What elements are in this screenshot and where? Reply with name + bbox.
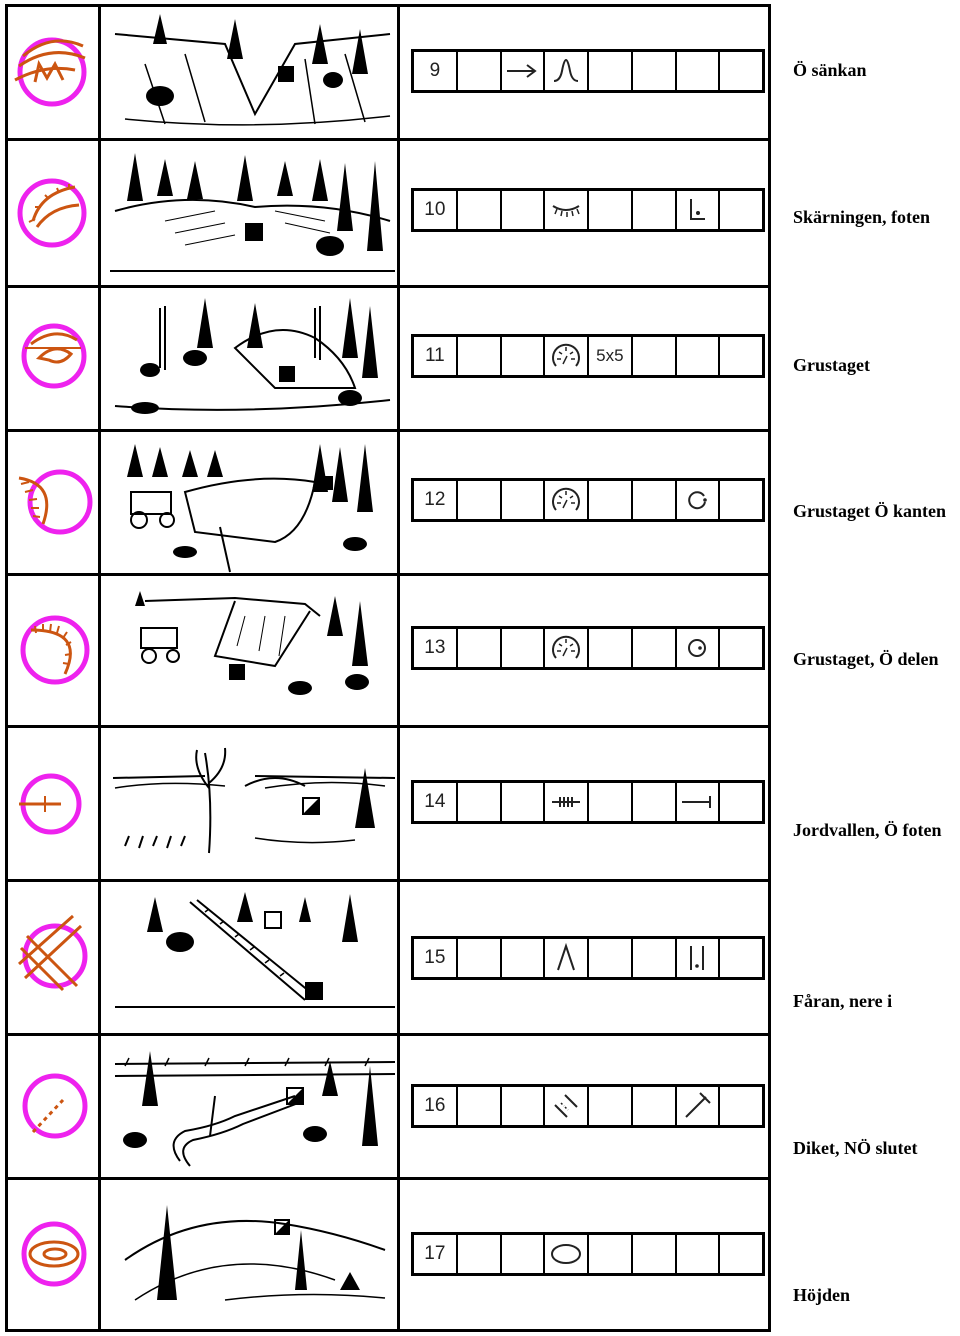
control-number: 17 xyxy=(424,1243,446,1264)
table-frame xyxy=(5,4,771,1332)
control-number: 13 xyxy=(424,637,446,658)
control-description-text: Diket, NÖ slutet xyxy=(793,1138,918,1158)
control-description-text: Höjden xyxy=(793,1285,851,1305)
control-number: 9 xyxy=(429,60,441,81)
control-number: 10 xyxy=(424,199,446,220)
column-divider xyxy=(98,4,101,1332)
control-number: 15 xyxy=(424,947,446,968)
control-description-text: Jordvallen, Ö foten xyxy=(793,820,942,840)
control-description-text: Fåran, nere i xyxy=(793,991,893,1011)
control-number: 11 xyxy=(425,345,445,366)
control-description-text: Grustaget xyxy=(793,355,870,375)
dimension-text: 5x5 xyxy=(596,346,624,365)
control-description-text: Grustaget Ö kanten xyxy=(793,501,946,521)
control-description-text: Skärningen, foten xyxy=(793,207,931,227)
control-number: 16 xyxy=(424,1095,446,1116)
control-number: 14 xyxy=(424,791,446,812)
control-description-text: Ö sänkan xyxy=(793,60,867,80)
control-description-text: Grustaget, Ö delen xyxy=(793,649,939,669)
column-divider xyxy=(397,4,400,1332)
control-number: 12 xyxy=(424,489,446,510)
